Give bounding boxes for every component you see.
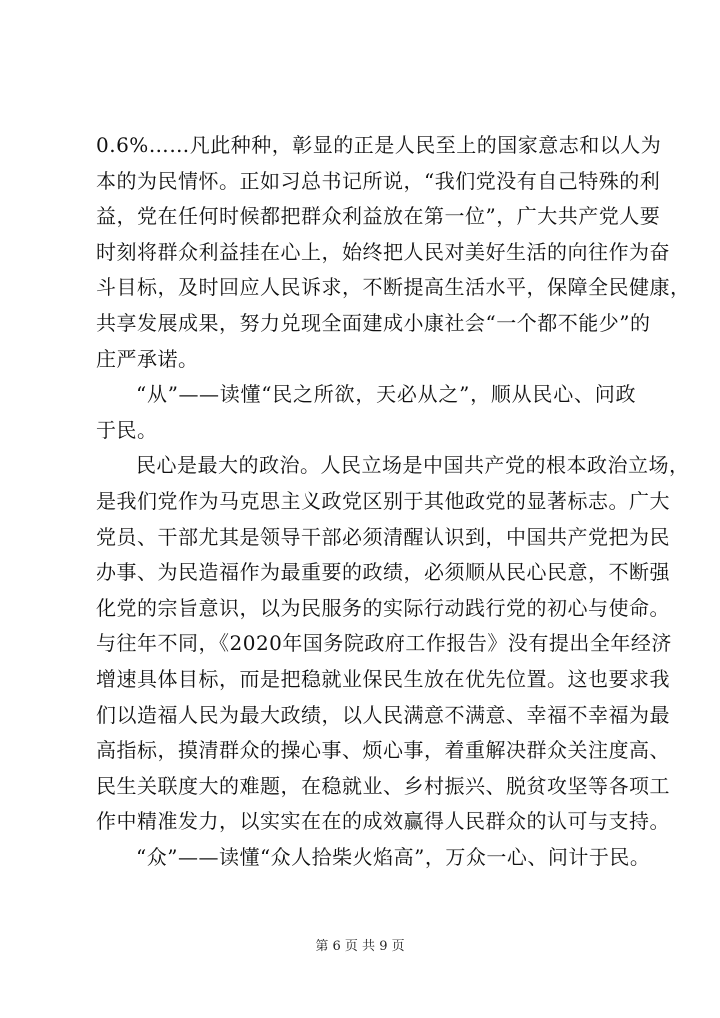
text-line: 庄严承诺。 xyxy=(96,346,199,371)
text-line: 民生关联度大的难题，在稳就业、乡村振兴、脱贫攻坚等各项工 xyxy=(96,773,670,798)
text-line: 化党的宗旨意识，以为民服务的实际行动践行党的初心与使命。 xyxy=(96,595,670,620)
text-line: 本的为民情怀。正如习总书记所说，“我们党没有自己特殊的利 xyxy=(96,168,661,193)
text-line: 办事、为民造福作为最重要的政绩，必须顺从民心民意，不断强 xyxy=(96,560,670,585)
text-line: 益，党在任何时候都把群众利益放在第一位”，广大共产党人要 xyxy=(96,204,661,229)
text-line: 作中精准发力，以实实在在的成效赢得人民群众的认可与支持。 xyxy=(96,809,670,834)
text-line: 时刻将群众利益挂在心上，始终把人民对美好生活的向往作为奋 xyxy=(96,239,670,264)
text-line: 党员、干部尤其是领导干部必须清醒认识到，中国共产党把为民 xyxy=(96,524,670,549)
text-line: 共享发展成果，努力兑现全面建成小康社会“一个都不能少”的 xyxy=(96,310,651,335)
text-line: 是我们党作为马克思主义政党区别于其他政党的显著标志。广大 xyxy=(96,488,670,513)
text-line: 0.6%……凡此种种，彰显的正是人民至上的国家意志和以人为 xyxy=(96,133,662,157)
page-number-footer: 第 6 页 共 9 页 xyxy=(315,939,405,954)
paragraph-start-line: 民心是最大的政治。人民立场是中国共产党的根本政治立场， xyxy=(136,453,690,478)
body-text xyxy=(96,128,691,875)
text-line: 高指标，摸清群众的操心事、烦心事，着重解决群众关注度高、 xyxy=(96,738,670,763)
text-line: 于民。 xyxy=(96,417,158,442)
text-line: 与往年不同，《2020年国务院政府工作报告》没有提出全年经济 xyxy=(96,631,672,656)
section-heading-line: “众”——读懂“众人拾柴火焰高”，万众一心、问计于民。 xyxy=(136,844,651,869)
text-line: 们以造福人民为最大政绩，以人民满意不满意、幸福不幸福为最 xyxy=(96,702,670,727)
text-line: 斗目标，及时回应人民诉求，不断提高生活水平，保障全民健康， xyxy=(96,275,691,300)
section-heading-line: “从”——读懂“民之所欲，天必从之”，顺从民心、问政 xyxy=(136,382,636,407)
text-line: 增速具体目标，而是把稳就业保民生放在优先位置。这也要求我 xyxy=(96,666,670,691)
